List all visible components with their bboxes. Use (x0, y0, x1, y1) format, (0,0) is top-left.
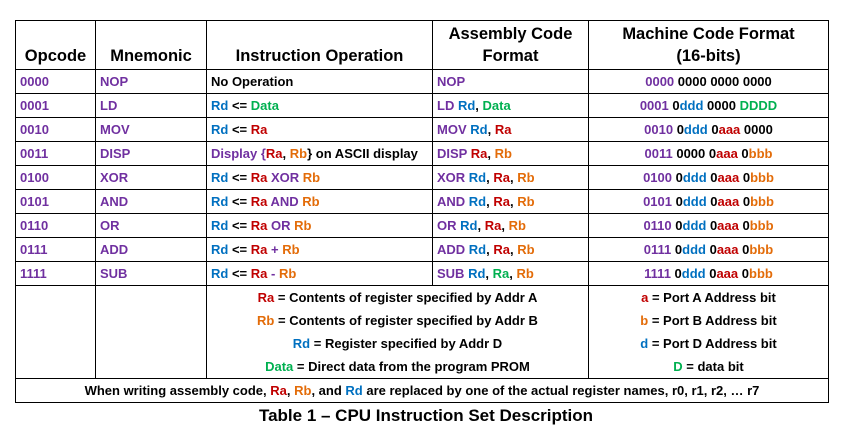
text-segment: 0 (707, 122, 719, 137)
text-segment: 0 (738, 242, 750, 257)
mnemonic-cell: LD (96, 94, 207, 118)
text-segment: Rd (457, 98, 476, 113)
text-segment: <= (228, 98, 251, 113)
note-row (16, 379, 829, 403)
text-segment: Rd (468, 266, 486, 281)
text-segment: Ra (493, 194, 510, 209)
text-segment: 0110 (643, 218, 676, 233)
text-segment: , and (311, 383, 346, 398)
text-segment: DDDD (739, 98, 778, 113)
text-segment: XOR (267, 170, 303, 185)
legend-bit-definitions (589, 286, 829, 379)
assembly-cell (433, 238, 589, 262)
text-segment: Ra (494, 122, 512, 137)
text-segment: NOP (437, 74, 466, 89)
text-segment: 0101 (643, 194, 676, 209)
text-segment: 0 (706, 218, 718, 233)
text-segment: , (475, 98, 483, 113)
text-segment: 0 (672, 98, 680, 113)
text-segment: Rb (302, 194, 320, 209)
header-instruction-operation: Instruction Operation (207, 21, 433, 70)
text-segment: , (486, 194, 494, 209)
text-segment: ddd (679, 98, 704, 113)
text-segment: aaa (716, 242, 739, 257)
text-segment: = Contents of register specified by Addr B (274, 313, 538, 328)
text-segment: Ra (270, 383, 287, 398)
text-segment: bbb (750, 170, 774, 185)
legend-line (211, 309, 584, 332)
text-segment: 0000 0000 0000 (677, 74, 772, 89)
text-segment: Ra (470, 146, 488, 161)
text-segment: , (509, 266, 517, 281)
opcode-cell: 0010 (16, 118, 96, 142)
mnemonic-cell: NOP (96, 70, 207, 94)
text-segment: Rb (517, 242, 535, 257)
table-row (16, 118, 829, 142)
text-segment: Rd (211, 98, 229, 113)
header-machine-code-format: Machine Code Format (16-bits) (589, 21, 829, 70)
assembly-cell (433, 166, 589, 190)
text-segment: 0000 (645, 74, 678, 89)
text-segment: 0 (674, 242, 683, 257)
text-segment: bbb (750, 194, 774, 209)
text-segment: Rb (294, 383, 312, 398)
opcode-cell: 1111 (16, 262, 96, 286)
operation-cell (207, 70, 433, 94)
text-segment: <= (228, 218, 251, 233)
text-segment: 0010 (644, 122, 677, 137)
text-segment: = Port D Address bit (648, 336, 777, 351)
opcode-cell: 0011 (16, 142, 96, 166)
text-segment: Ra (250, 242, 268, 257)
text-segment: ddd (682, 242, 706, 257)
opcode-cell: 0110 (16, 214, 96, 238)
text-segment: 0 (675, 218, 683, 233)
text-segment: = Direct data from the program PROM (293, 359, 530, 374)
text-segment: 0 (675, 170, 683, 185)
text-segment: 0 (738, 218, 750, 233)
text-segment: Ra (257, 290, 275, 305)
text-segment: , (509, 194, 518, 209)
legend-row (16, 286, 829, 379)
header-opcode: Opcode (16, 21, 96, 70)
text-segment: Display { (211, 146, 266, 161)
mnemonic-cell: OR (96, 214, 207, 238)
operation-cell (207, 118, 433, 142)
text-segment: 0 (739, 194, 751, 209)
mnemonic-cell: ADD (96, 238, 207, 262)
assembly-cell (433, 70, 589, 94)
assembly-cell (433, 142, 589, 166)
text-segment: Rb (508, 218, 526, 233)
text-segment: ddd (681, 266, 706, 281)
text-segment: aaa (718, 122, 741, 137)
text-segment: - (267, 266, 279, 281)
text-segment: OR (267, 218, 295, 233)
legend-register-definitions (207, 286, 589, 379)
text-segment: , (486, 242, 494, 257)
text-segment: 0 (676, 122, 684, 137)
text-segment: = Port A Address bit (648, 290, 776, 305)
text-segment: Rb (517, 170, 535, 185)
text-segment: 0001 (639, 98, 673, 113)
text-segment: Rb (282, 242, 300, 257)
table-row (16, 142, 829, 166)
text-segment: <= (228, 242, 251, 257)
text-segment: ADD (437, 242, 469, 257)
text-segment: b (640, 313, 649, 328)
text-segment: = Port B Address bit (648, 313, 777, 328)
text-segment: 0 (706, 194, 718, 209)
text-segment: ddd (683, 122, 708, 137)
text-segment: Ra (493, 170, 510, 185)
text-segment: aaa (716, 266, 739, 281)
text-segment: 0111 (643, 242, 675, 257)
text-segment: Rb (516, 266, 534, 281)
text-segment: bbb (749, 218, 774, 233)
text-segment: ddd (682, 194, 707, 209)
table-row (16, 238, 829, 262)
text-segment: Ra (250, 194, 268, 209)
text-segment: 0000 0 (676, 146, 717, 161)
text-segment: , (509, 242, 518, 257)
text-segment: Rb (289, 146, 308, 161)
text-segment: Data (482, 98, 511, 113)
text-segment: Rd (211, 194, 229, 209)
operation-cell (207, 166, 433, 190)
text-segment: ddd (682, 170, 707, 185)
text-segment: aaa (717, 170, 740, 185)
opcode-cell: 0001 (16, 94, 96, 118)
operation-cell (207, 142, 433, 166)
text-segment: OR (437, 218, 461, 233)
assembly-cell (433, 118, 589, 142)
text-segment: Ra (250, 122, 268, 137)
text-segment: DISP (437, 146, 471, 161)
legend-line (593, 309, 824, 332)
opcode-cell: 0101 (16, 190, 96, 214)
text-segment: Rd (468, 194, 487, 209)
header-mnemonic: Mnemonic (96, 21, 207, 70)
text-segment: , (486, 170, 494, 185)
mnemonic-cell: MOV (96, 118, 207, 142)
text-segment: Rb (517, 194, 535, 209)
operation-cell (207, 214, 433, 238)
text-segment: , (487, 146, 495, 161)
operation-cell (207, 262, 433, 286)
table-row (16, 262, 829, 286)
text-segment: bbb (749, 266, 773, 281)
machine-code-cell (589, 190, 829, 214)
instruction-set-table (15, 20, 829, 403)
text-segment: Rd (468, 170, 487, 185)
mnemonic-cell: SUB (96, 262, 207, 286)
text-segment: 0000 (703, 98, 740, 113)
text-segment: Rd (460, 218, 478, 233)
assembly-cell (433, 94, 589, 118)
text-segment: , (510, 170, 518, 185)
text-segment: Ra (250, 266, 268, 281)
text-segment: Rd (211, 122, 229, 137)
text-segment: 0000 (740, 122, 773, 137)
text-segment: , (501, 218, 509, 233)
text-segment: Ra (250, 218, 268, 233)
text-segment: Rb (302, 170, 321, 185)
text-segment: bbb (749, 242, 774, 257)
text-segment: MOV (437, 122, 471, 137)
text-segment: AND (437, 194, 469, 209)
instruction-rows (16, 70, 829, 286)
text-segment: Rb (257, 313, 275, 328)
text-segment: 0011 (644, 146, 677, 161)
legend-line (593, 355, 824, 378)
text-segment: Ra (265, 146, 283, 161)
legend-empty-cell (96, 286, 207, 379)
table-caption: Table 1 – CPU Instruction Set Description (258, 406, 594, 425)
text-segment: Ra (250, 170, 268, 185)
text-segment: XOR (437, 170, 469, 185)
text-segment: 0 (738, 266, 749, 281)
text-segment: Ra (492, 266, 510, 281)
text-segment: , (286, 383, 295, 398)
text-segment: = Contents of register specified by Addr A (274, 290, 538, 305)
text-segment: AND (267, 194, 303, 209)
operation-cell (207, 238, 433, 262)
text-segment: , (487, 122, 495, 137)
text-segment: Rd (211, 218, 229, 233)
mnemonic-cell: DISP (96, 142, 207, 166)
machine-code-cell (589, 118, 829, 142)
text-segment: + (267, 242, 283, 257)
text-segment: Data (250, 98, 279, 113)
text-segment: When writing assembly code, (84, 383, 271, 398)
text-segment: <= (228, 122, 251, 137)
opcode-cell: 0100 (16, 166, 96, 190)
machine-code-cell (589, 238, 829, 262)
text-segment: 0 (739, 170, 751, 185)
text-segment: 0 (674, 266, 682, 281)
legend-line (593, 286, 824, 309)
text-segment: Rb (494, 146, 512, 161)
legend-line (211, 332, 584, 355)
text-segment: Rd (211, 242, 229, 257)
text-segment: LD (437, 98, 458, 113)
operation-cell (207, 190, 433, 214)
text-segment: aaa (717, 218, 739, 233)
table-row (16, 214, 829, 238)
table-row (16, 166, 829, 190)
legend-line (211, 355, 584, 378)
assembly-cell (433, 214, 589, 238)
text-segment: Rd (292, 336, 311, 351)
text-segment: 0 (705, 242, 717, 257)
text-segment: Rd (468, 242, 487, 257)
text-segment: , (477, 218, 485, 233)
machine-code-cell (589, 94, 829, 118)
mnemonic-cell: XOR (96, 166, 207, 190)
text-segment: ddd (682, 218, 707, 233)
text-segment: bbb (748, 146, 773, 161)
operation-cell (207, 94, 433, 118)
machine-code-cell (589, 214, 829, 238)
text-segment: Rd (211, 170, 229, 185)
text-segment: d (640, 336, 649, 351)
machine-code-cell (589, 142, 829, 166)
table-header-row (16, 21, 829, 70)
text-segment: Ra (493, 242, 510, 257)
table-row (16, 190, 829, 214)
text-segment: aaa (716, 146, 738, 161)
table-row (16, 70, 829, 94)
opcode-cell: 0000 (16, 70, 96, 94)
text-segment: Ra (484, 218, 502, 233)
text-segment: <= (228, 266, 251, 281)
text-segment: D (673, 359, 683, 374)
text-segment: Rd (470, 122, 488, 137)
mnemonic-cell: AND (96, 190, 207, 214)
text-segment: 1111 (644, 266, 675, 281)
text-segment: aaa (717, 194, 740, 209)
text-segment: are replaced by one of the actual register names, r0, r1, r2, … r7 (362, 383, 760, 398)
text-segment: 0 (706, 170, 718, 185)
text-segment: 0 (705, 266, 717, 281)
assembly-cell (433, 262, 589, 286)
assembly-cell (433, 190, 589, 214)
text-segment: 0 (675, 194, 683, 209)
text-segment: No Operation (211, 74, 294, 89)
text-segment: Rb (278, 266, 297, 281)
text-segment: Data (265, 359, 294, 374)
text-segment: Rd (211, 266, 229, 281)
text-segment: , (282, 146, 290, 161)
text-segment: <= (228, 194, 251, 209)
assembly-note (16, 379, 829, 403)
text-segment: Rb (294, 218, 312, 233)
text-segment: 0 (737, 146, 749, 161)
machine-code-cell (589, 70, 829, 94)
text-segment: <= (228, 170, 251, 185)
machine-code-cell (589, 166, 829, 190)
machine-code-cell (589, 262, 829, 286)
text-segment: } on ASCII display (307, 146, 418, 161)
header-assembly-code-format: Assembly Code Format (433, 21, 589, 70)
text-segment: Rd (345, 383, 363, 398)
text-segment: = data bit (682, 359, 744, 374)
opcode-cell: 0111 (16, 238, 96, 262)
text-segment: 0100 (643, 170, 676, 185)
text-segment: = Register specified by Addr D (310, 336, 503, 351)
text-segment: , (485, 266, 493, 281)
text-segment: a (641, 290, 649, 305)
legend-line (211, 286, 584, 309)
table-row (16, 94, 829, 118)
legend-empty-cell (16, 286, 96, 379)
legend-line (593, 332, 824, 355)
text-segment: SUB (437, 266, 469, 281)
